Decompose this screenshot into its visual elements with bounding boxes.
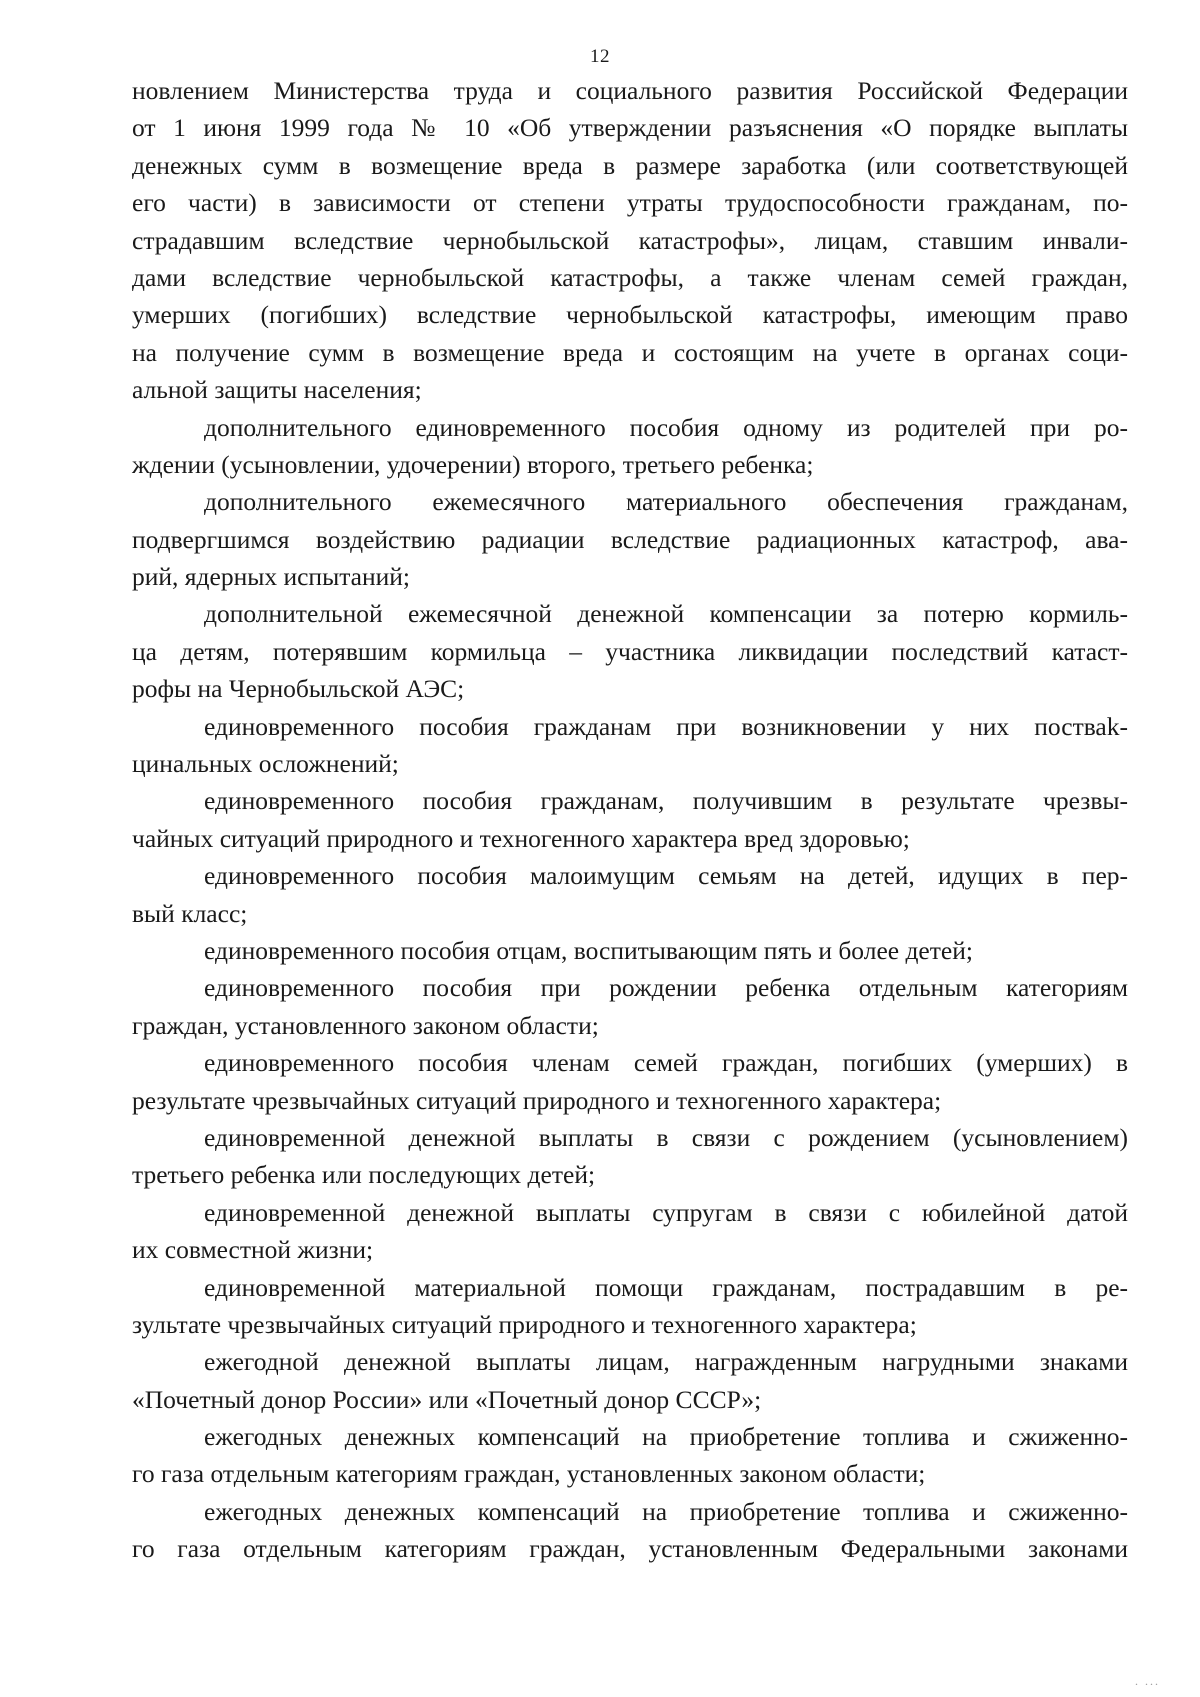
text-line: на получение сумм в возмещение вреда и состоящим на учете в органах соци-	[132, 337, 1128, 367]
text-line: единовременного пособия малоимущим семьям на детей, идущих в пер-	[204, 861, 1128, 891]
text-line: альной защиты населения;	[132, 375, 422, 405]
text-line: чайных ситуаций природного и техногенного характера вред здоровью;	[132, 823, 910, 853]
text-line: дополнительной ежемесячной денежной компенсации за потерю кормиль-	[204, 599, 1128, 629]
text-line: третьего ребенка или последующих детей;	[132, 1160, 596, 1190]
text-line: граждан, установленного законом области;	[132, 1010, 599, 1040]
text-line: цинальных осложнений;	[132, 749, 399, 779]
text-line: результате чрезвычайных ситуаций природного и техногенного характера;	[132, 1085, 942, 1115]
text-line: единовременного пособия отцам, воспитывающим пять и более детей;	[204, 935, 973, 965]
text-line: рофы на Чернобыльской АЭС;	[132, 674, 465, 704]
text-line: дами вследствие чернобыльской катастрофы, а также членам семей граждан,	[132, 262, 1128, 292]
text-line: от 1 июня 1999 года № 10 «Об утверждении разъяснения «О порядке выплаты	[132, 113, 1128, 143]
text-line: единовременной денежной выплаты супругам в связи с юбилейной датой	[204, 1197, 1128, 1227]
text-line: его части) в зависимости от степени утраты трудоспособности гражданам, по-	[132, 188, 1128, 218]
text-line: подвергшимся воздействию радиации вследствие радиационных катастроф, ава-	[132, 524, 1128, 554]
document-body	[132, 72, 1128, 1568]
text-line: единовременной материальной помощи гражданам, пострадавшим в ре-	[204, 1272, 1128, 1302]
text-line: «Почетный донор России» или «Почетный донор СССР»;	[132, 1384, 762, 1414]
text-line: их совместной жизни;	[132, 1235, 374, 1265]
text-line: страдавшим вследствие чернобыльской катастрофы», лицам, ставшим инвали-	[132, 225, 1128, 255]
text-line: ждении (усыновлении, удочерении) второго, третьего ребенка;	[132, 449, 814, 479]
text-line: единовременного пособия членам семей граждан, погибших (умерших) в	[204, 1048, 1128, 1078]
page-number: 12	[590, 46, 610, 67]
text-line: рий, ядерных испытаний;	[132, 562, 411, 592]
text-line: дополнительного единовременного пособия одному из родителей при ро-	[204, 412, 1128, 442]
text-line: го газа отдельным категориям граждан, установленным Федеральными законами	[132, 1534, 1128, 1564]
text-line: единовременного пособия гражданам, получившим в результате чрезвы-	[204, 786, 1128, 816]
text-line: умерших (погибших) вследствие чернобыльской катастрофы, имеющим право	[132, 300, 1128, 330]
text-line: ца детям, потерявшим кормильца – участника ликвидации последствий катаст-	[132, 636, 1128, 666]
text-line: ежегодных денежных компенсаций на приобретение топлива и сжиженно-	[204, 1496, 1128, 1526]
text-line: го газа отдельным категориям граждан, установленных законом области;	[132, 1459, 926, 1489]
text-line: денежных сумм в возмещение вреда в размере заработка (или соответствующей	[132, 150, 1128, 180]
text-line: единовременного пособия при рождении ребенка отдельным категориям	[204, 973, 1128, 1003]
text-line: единовременной денежной выплаты в связи с рождением (усыновлением)	[204, 1122, 1128, 1152]
text-line: зультате чрезвычайных ситуаций природного и техногенного характера;	[132, 1309, 917, 1339]
text-line: единовременного пособия гражданам при возникновении у них постваk-	[204, 711, 1128, 741]
scan-marks: . ...	[1135, 1674, 1160, 1688]
text-line: ежегодных денежных компенсаций на приобретение топлива и сжиженно-	[204, 1422, 1128, 1452]
text-line: ежегодной денежной выплаты лицам, награжденным нагрудными знаками	[204, 1347, 1128, 1377]
text-line: дополнительного ежемесячного материального обеспечения гражданам,	[204, 487, 1128, 517]
text-line: вый класс;	[132, 898, 248, 928]
text-line: новлением Министерства труда и социального развития Российской Федерации	[132, 76, 1128, 105]
